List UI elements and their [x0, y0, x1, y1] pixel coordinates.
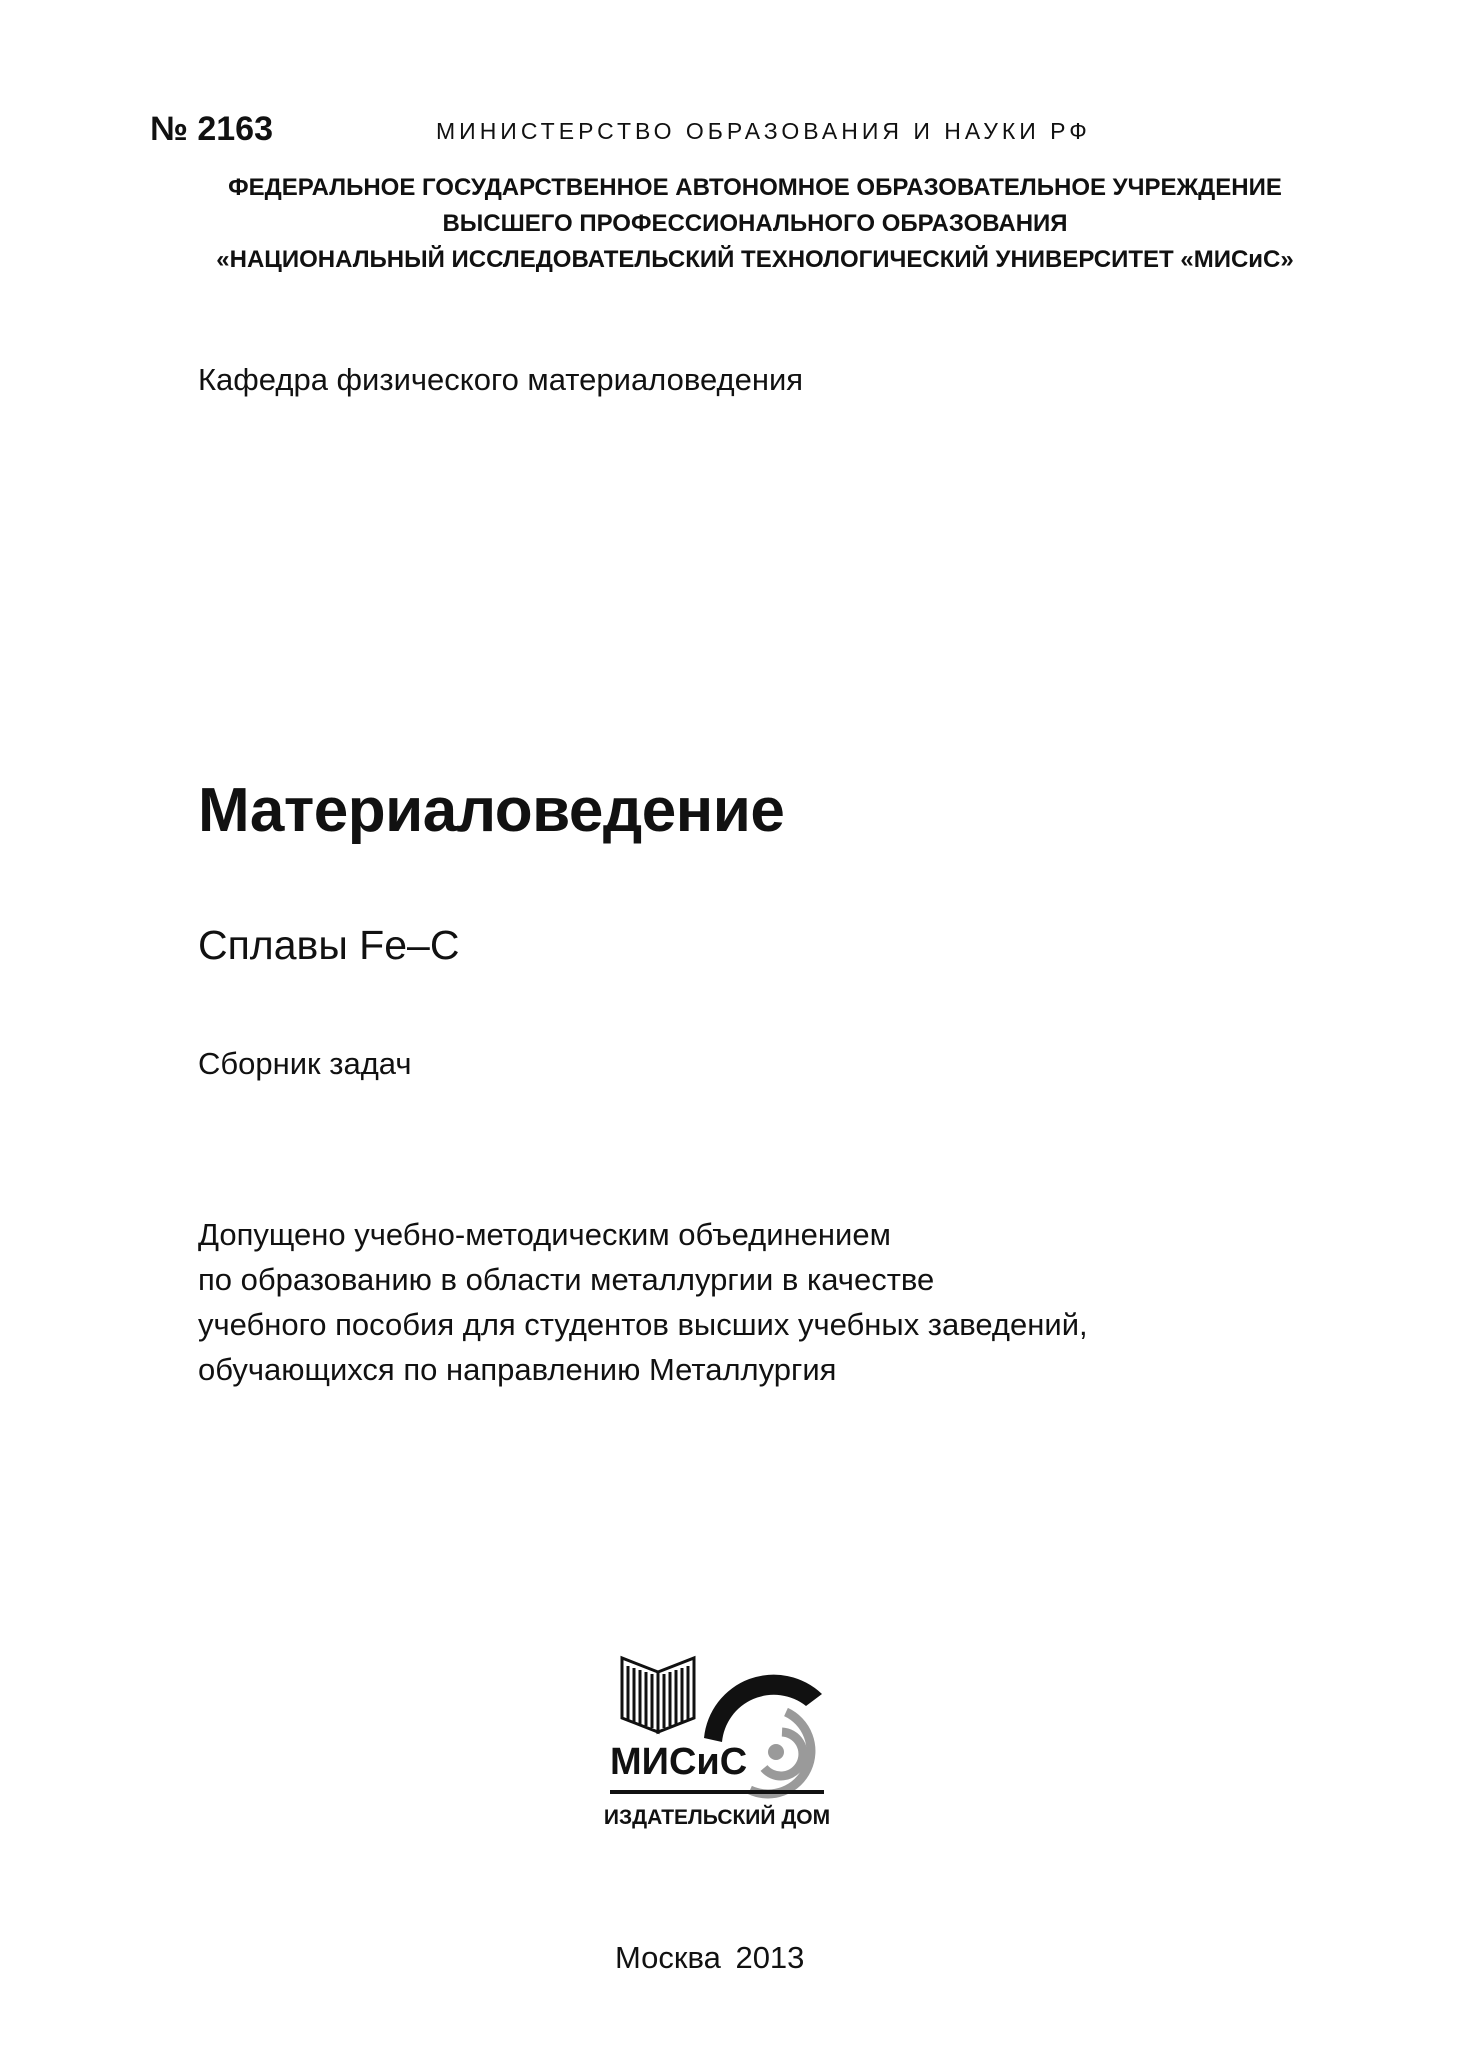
- institution-line: «НАЦИОНАЛЬНЫЙ ИССЛЕДОВАТЕЛЬСКИЙ ТЕХНОЛОГИЧЕСКИЙ УНИВЕРСИТЕТ «МИСиС»: [216, 246, 1294, 273]
- institution-line: ВЫСШЕГО ПРОФЕССИОНАЛЬНОГО ОБРАЗОВАНИЯ: [442, 210, 1068, 237]
- department-name: Кафедра физического материаловедения: [198, 362, 804, 397]
- misis-logo-icon: [600, 1640, 840, 1840]
- publication-place-year: Москва 2013: [615, 1940, 805, 1975]
- document-number: № 2163: [150, 110, 273, 148]
- approval-statement: [198, 1212, 1088, 1392]
- book-title: Материаловедение: [198, 776, 785, 845]
- logo-caption: ИЗДАТЕЛЬСКИЙ ДОМ: [603, 1806, 831, 1829]
- institution-line: ФЕДЕРАЛЬНОЕ ГОСУДАРСТВЕННОЕ АВТОНОМНОЕ ОБРАЗОВАТЕЛЬНОЕ УЧРЕЖДЕНИЕ: [228, 174, 1282, 201]
- book-type: Сборник задач: [198, 1046, 412, 1081]
- approval-line: обучающихся по направлению Металлургия: [198, 1352, 837, 1387]
- publisher-logo: [600, 1640, 840, 1840]
- ministry-name: МИНИСТЕРСТВО ОБРАЗОВАНИЯ И НАУКИ РФ: [436, 118, 1091, 144]
- approval-line: учебного пособия для студентов высших учебных заведений,: [198, 1307, 1088, 1342]
- logo-wordmark: МИСиС: [610, 1741, 748, 1783]
- approval-line: по образованию в области металлургии в качестве: [198, 1262, 935, 1297]
- approval-line: Допущено учебно-методическим объединением: [198, 1217, 891, 1252]
- book-subtitle: Сплавы Fe–C: [198, 922, 460, 968]
- institution-name: [180, 170, 1330, 278]
